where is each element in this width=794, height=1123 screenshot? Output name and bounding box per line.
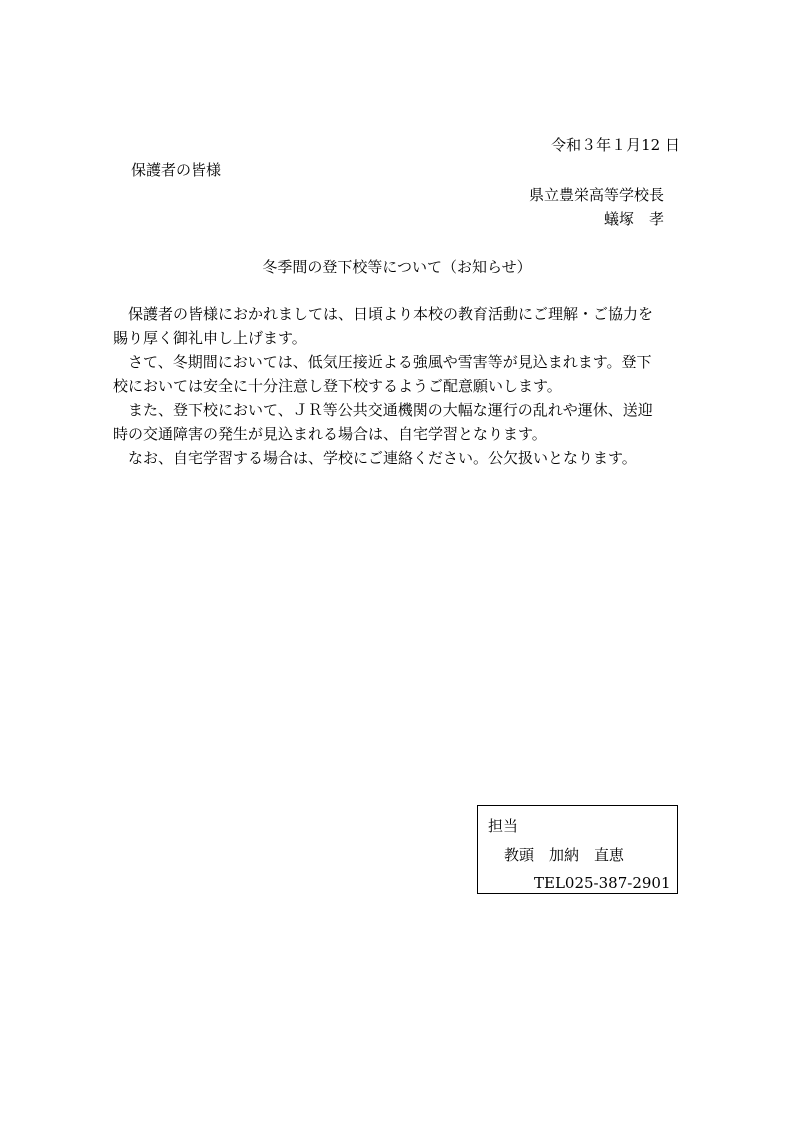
body-line: さて、冬期間においては、低気圧接近よる強風や雪害等が見込まれます。登下 [113,353,652,371]
contact-person: 教頭 加納 直恵 [504,846,625,864]
body-text [113,302,695,470]
body-line: 時の交通障害の発生が見込まれる場合は、自宅学習となります。 [113,425,547,443]
body-line: なお、自宅学習する場合は、学校にご連絡ください。公欠扱いとなります。 [113,449,637,467]
document-title: 冬季間の登下校等について（お知らせ） [262,258,532,276]
document-date: 令和３年１月12 日 [551,136,680,154]
contact-phone: TEL025-387-2901 [534,874,671,892]
sender-organization: 県立豊栄高等学校長 [528,186,664,204]
body-line: 校においては安全に十分注意し登下校するようご配意願いします。 [113,377,562,395]
body-line: 賜り厚く御礼申し上げます。 [113,329,307,347]
contact-box [477,805,678,894]
body-line: 保護者の皆様におかれましては、日頃より本校の教育活動にご理解・ご協力を [113,305,654,323]
body-line: また、登下校において、ＪＲ等公共交通機関の大幅な運行の乱れや運休、送迎 [113,401,653,419]
sender-name: 蟻塚 孝 [603,210,664,228]
contact-heading: 担当 [488,817,519,835]
recipient: 保護者の皆様 [131,161,222,179]
